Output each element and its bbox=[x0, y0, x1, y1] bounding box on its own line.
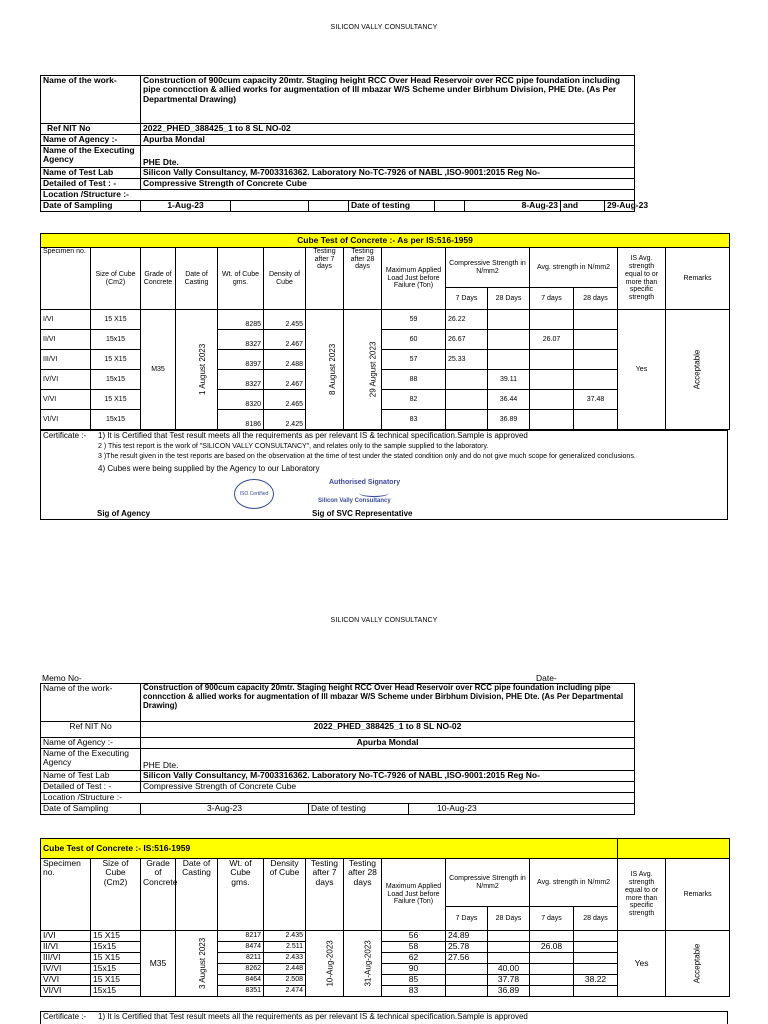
table-row: I/VI 15 X15 M35 3 August 2023 8217 2.435 10-Aug-2023 31-Aug-2023 56 24.89 Yes Acceptable bbox=[41, 931, 730, 942]
memo-label: Memo No- bbox=[42, 673, 82, 683]
sampling-value: 3-Aug-23 bbox=[141, 804, 309, 815]
col-compressive: Compressive Strength in N/mm2 bbox=[446, 248, 530, 288]
nit-value: 2022_PHED_388425_1 to 8 SL NO-02 bbox=[141, 124, 635, 135]
col-is: IS Avg. strength equal to or more than specific strength bbox=[618, 859, 666, 931]
certificate-line-3: 3 )The result given in the test reports are based on the observation at the time of test under the stated condition only and do not give much scope for generalized conclusions. bbox=[98, 453, 636, 460]
nit-label: Ref NIT No bbox=[41, 124, 141, 135]
col-a28: 28 days bbox=[574, 288, 618, 310]
test7-value: 10-Aug-2023 bbox=[306, 931, 344, 997]
and-label: and bbox=[561, 201, 605, 212]
table-row: II/VI 15x15 8474 2.511 58 25.78 26.08 bbox=[41, 942, 730, 953]
sig-agency: Sig of Agency bbox=[97, 509, 151, 518]
lab-label: Name of Test Lab bbox=[41, 168, 141, 179]
exec-label: Name of the Executing Agency bbox=[41, 146, 141, 168]
col-is: IS Avg. strength equal to or more than specific strength bbox=[618, 248, 666, 310]
col-size: Size of Cube (Cm2) bbox=[91, 248, 141, 310]
testing-value-7: 8-Aug-23 bbox=[465, 201, 561, 212]
sig-svc: Sig of SVC Representative bbox=[312, 509, 413, 518]
col-size: Size of Cube (Cm2) bbox=[91, 859, 141, 931]
test-label: Detailed of Test : - bbox=[41, 782, 141, 793]
cube-test-table-2 bbox=[40, 838, 730, 997]
exec-label: Name of the Executing Agency bbox=[41, 749, 141, 771]
col-test7: Testing after 7 days bbox=[306, 248, 344, 310]
col-c7: 7 Days bbox=[446, 907, 488, 931]
nit-value: 2022_PHED_388425_1 to 8 SL NO-02 bbox=[141, 722, 635, 738]
work-label: Name of the work- bbox=[41, 76, 141, 124]
certificate-block-2 bbox=[40, 1011, 728, 1024]
testing-value-28: 29-Aug-23 bbox=[605, 201, 635, 212]
certificate-line-4: 4) Cubes were being supplied by the Agency to our Laboratory bbox=[98, 464, 320, 473]
casting-value: 1 August 2023 bbox=[176, 310, 218, 430]
col-weight: Wt. of Cube gms. bbox=[218, 248, 264, 310]
test-value: Compressive Strength of Concrete Cube bbox=[141, 179, 635, 190]
table-row: II/VI 15x15 8327 2.467 60 26.67 26.07 bbox=[41, 330, 730, 350]
page-header-1: SILICON VALLY CONSULTANCY bbox=[330, 24, 438, 31]
col-density: Density of Cube bbox=[264, 248, 306, 310]
sampling-label: Date of Sampling bbox=[41, 804, 141, 815]
authorised-org: Silicon Vally Consultancy bbox=[318, 498, 391, 504]
test7-value: 8 August 2023 bbox=[306, 310, 344, 430]
col-test28: Testing after 28 days bbox=[344, 248, 382, 310]
cube-test-table-1 bbox=[40, 233, 730, 430]
table-row: V/VI 15 X15 8320 2.465 82 36.44 37.48 bbox=[41, 390, 730, 410]
lab-label: Name of Test Lab bbox=[41, 771, 141, 782]
location-label: Location /Structure :- bbox=[41, 793, 635, 804]
table-row: III/VI 15 X15 8397 2.488 57 25.33 bbox=[41, 350, 730, 370]
grade-value: M35 bbox=[141, 310, 176, 430]
sampling-value: 1-Aug-23 bbox=[141, 201, 231, 212]
col-a28: 28 days bbox=[574, 907, 618, 931]
col-c7: 7 Days bbox=[446, 288, 488, 310]
table-title: Cube Test of Concrete :- IS:516-1959 bbox=[41, 839, 618, 859]
page-header-2: SILICON VALLY CONSULTANCY bbox=[330, 617, 438, 624]
col-c28: 28 Days bbox=[488, 907, 530, 931]
exec-value: PHE Dte. bbox=[141, 146, 635, 168]
table-row: I/VI 15 X15 M35 1 August 2023 8285 2.455 8 August 2023 29 August 2023 59 26.22 Yes Acceptable bbox=[41, 310, 730, 330]
col-grade: Grade of Concrete bbox=[141, 859, 176, 931]
agency-label: Name of Agency :- bbox=[41, 135, 141, 146]
col-specimen: Specimen no. bbox=[41, 248, 91, 310]
table-row: IV/VI 15x15 8327 2.467 88 39.11 bbox=[41, 370, 730, 390]
col-a7: 7 days bbox=[530, 288, 574, 310]
agency-label: Name of Agency :- bbox=[41, 738, 141, 749]
iso-seal-icon: ISO Certified bbox=[234, 479, 274, 509]
col-compressive: Compressive Strength in N/mm2 bbox=[446, 859, 530, 907]
col-average: Avg. strength in N/mm2 bbox=[530, 248, 618, 288]
grade-value: M35 bbox=[141, 931, 176, 997]
col-c28: 28 Days bbox=[488, 288, 530, 310]
is-value: Yes bbox=[618, 931, 666, 997]
signature-icon bbox=[359, 489, 389, 497]
col-density: Density of Cube bbox=[264, 859, 306, 931]
testing-label: Date of testing bbox=[349, 201, 435, 212]
col-a7: 7 days bbox=[530, 907, 574, 931]
col-test28: Testing after 28 days bbox=[344, 859, 382, 931]
lab-value: Silicon Vally Consultancy, M-7003316362. Laboratory No-TC-7926 of NABL ,ISO-9001:2015 Reg No- bbox=[141, 168, 635, 179]
nit-label: Ref NIT No bbox=[41, 722, 141, 738]
table-row: VI/VI 15x15 8351 2.474 83 36.89 bbox=[41, 986, 730, 997]
table-row: VI/VI 15x15 8186 2.425 83 36.89 bbox=[41, 410, 730, 430]
work-value: Construction of 900cum capacity 20mtr. Staging height RCC Over Head Reservoir over RCC pipe foundation including pipe conncction & allied works for augmentation of Ill mbazar W/S Scheme under Birbhum Division, PHE Dte. (As Per Departmental Drawing) bbox=[141, 684, 635, 722]
col-casting: Date of Casting bbox=[176, 248, 218, 310]
remarks-value: Acceptable bbox=[666, 931, 730, 997]
lab-value: Silicon Vally Consultancy, M-7003316362. Laboratory No-TC-7926 of NABL ,ISO-9001:2015 Reg No- bbox=[141, 771, 635, 782]
col-load: Maximum Applied Load Just before Failure (Ton) bbox=[382, 248, 446, 310]
is-value: Yes bbox=[618, 310, 666, 430]
exec-value: PHE Dte. bbox=[141, 749, 635, 771]
work-label: Name of the work- bbox=[41, 684, 141, 722]
location-label: Location /Structure :- bbox=[41, 190, 635, 201]
test28-value: 29 August 2023 bbox=[344, 310, 382, 430]
casting-value: 3 August 2023 bbox=[176, 931, 218, 997]
authorised-signatory: Authorised Signatory bbox=[329, 479, 401, 486]
agency-value: Apurba Mondal bbox=[141, 738, 635, 749]
col-weight: Wt. of Cube gms. bbox=[218, 859, 264, 931]
info-table-2 bbox=[40, 683, 635, 815]
certificate-line-2: 2 ) This test report is the work of "SILICON VALLY CONSULTANCY", and relates only to the sample supplied to the laboratory. bbox=[98, 443, 489, 450]
work-value: Construction of 900cum capacity 20mtr. Staging height RCC Over Head Reservoir over RCC pipe foundation including pipe conncction & allied works for augmentation of Ill mbazar W/S Scheme under Birbhum Division, PHE Dte. (As Per Departmental Drawing) bbox=[141, 76, 635, 124]
col-specimen: Specimen no. bbox=[41, 859, 91, 931]
certificate-line-1: 1) It is Certified that Test result meets all the requirements as per relevant IS & technical specification.Sample is approved bbox=[98, 431, 528, 440]
col-remarks: Remarks bbox=[666, 248, 730, 310]
test-label: Detailed of Test : - bbox=[41, 179, 141, 190]
sampling-label: Date of Sampling bbox=[41, 201, 141, 212]
certificate-line-1: 1) It is Certified that Test result meets all the requirements as per relevant IS & technical specification.Sample is approved bbox=[98, 1012, 528, 1021]
date-label: Date- bbox=[536, 673, 557, 683]
test28-value: 31-Aug-2023 bbox=[344, 931, 382, 997]
table-title: Cube Test of Concrete :- As per IS:516-1959 bbox=[41, 234, 730, 248]
testing-label: Date of testing bbox=[309, 804, 409, 815]
col-casting: Date of Casting bbox=[176, 859, 218, 931]
col-grade: Grade of Concrete bbox=[141, 248, 176, 310]
info-table-1 bbox=[40, 75, 649, 212]
remarks-value: Acceptable bbox=[666, 310, 730, 430]
certificate-label: Certificate :- bbox=[43, 1012, 87, 1021]
certificate-block-1 bbox=[40, 430, 728, 520]
testing-value: 10-Aug-23 bbox=[409, 804, 635, 815]
col-load: Maximum Applied Load Just before Failure (Ton) bbox=[382, 859, 446, 931]
col-average: Avg. strength in N/mm2 bbox=[530, 859, 618, 907]
agency-value: Apurba Mondal bbox=[141, 135, 635, 146]
table-row: III/VI 15 X15 8211 2.433 62 27.56 bbox=[41, 953, 730, 964]
certificate-label: Certificate :- bbox=[43, 431, 87, 440]
test-value: Compressive Strength of Concrete Cube bbox=[141, 782, 635, 793]
table-row: IV/VI 15x15 8262 2.448 90 40.00 bbox=[41, 964, 730, 975]
table-row: V/VI 15 X15 8464 2.508 85 37.78 38.22 bbox=[41, 975, 730, 986]
col-test7: Testing after 7 days bbox=[306, 859, 344, 931]
col-remarks: Remarks bbox=[666, 859, 730, 931]
